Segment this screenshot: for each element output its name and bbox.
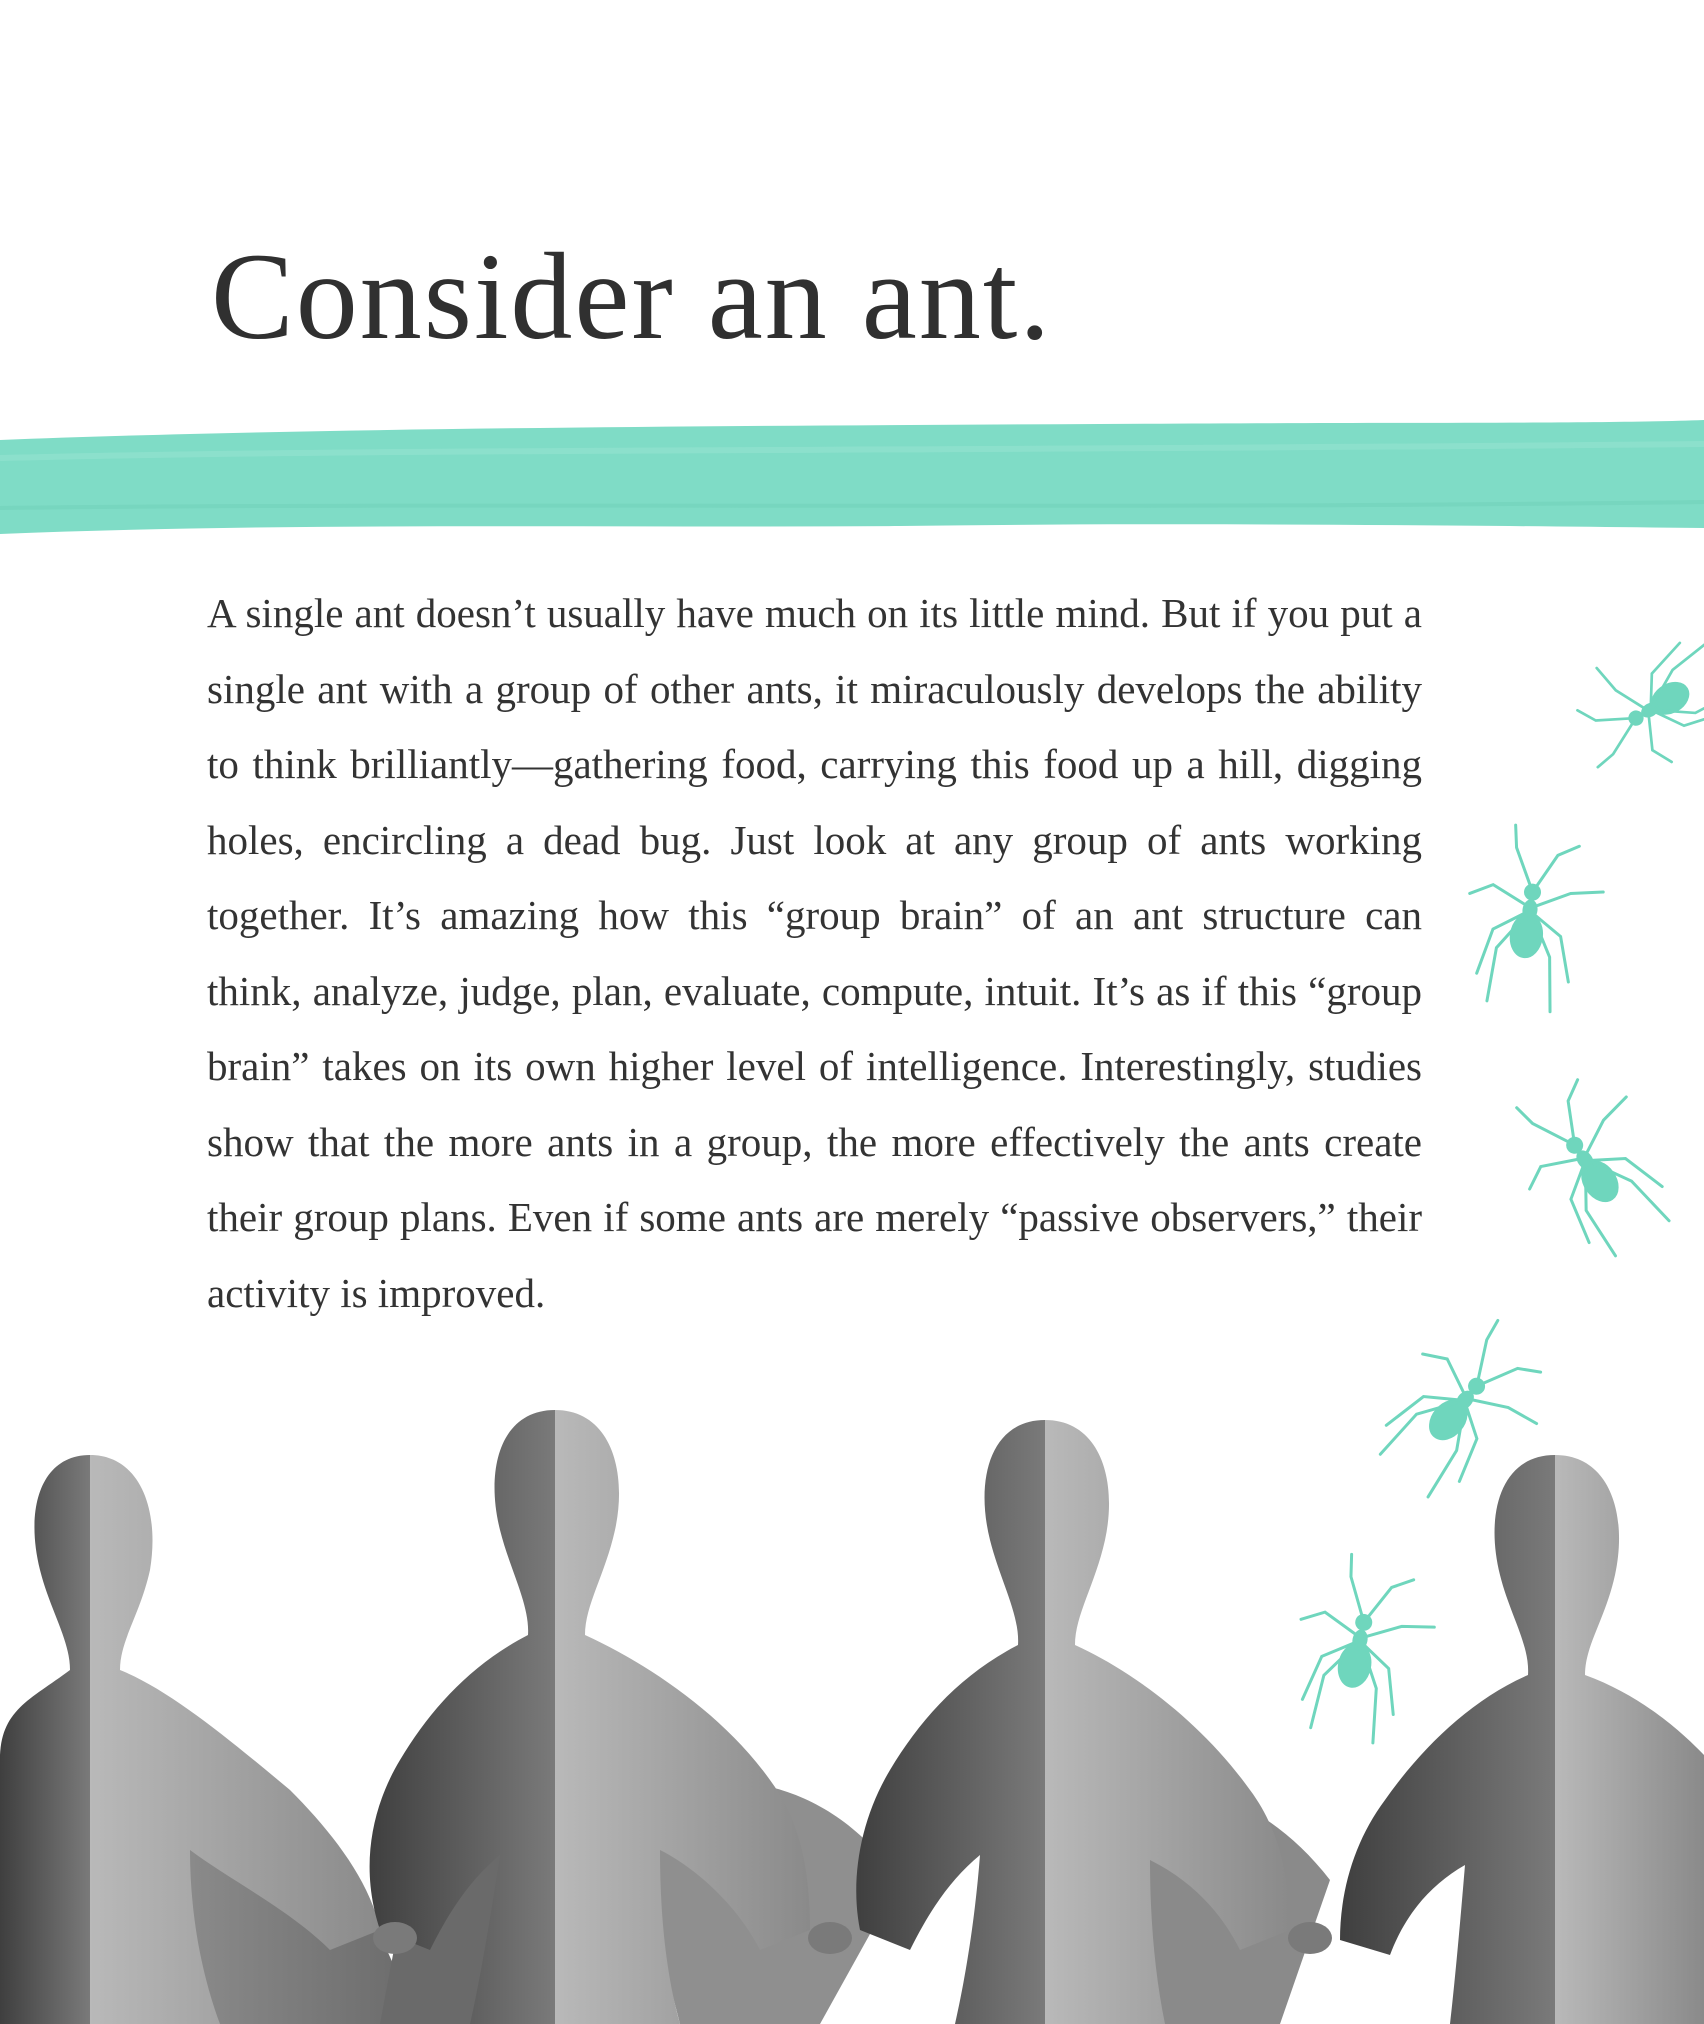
ant-icon: [1455, 820, 1611, 1017]
paper-doll: [1340, 1455, 1704, 2024]
accent-band: [0, 418, 1704, 538]
body-paragraph: A single ant doesn’t usually have much on its little mind. But if you put a single ant with a group of other ants, it miraculously develops the ability to think brilliantly—gathering food, carrying this food up a hill, digging holes, encircling a dead bug. Just look at any group of ants working together. It’s amazing how this “group brain” of an ant structure can think, analyze, judge, plan, evaluate, compute, intuit. It’s as if this “group brain” takes on its own higher level of intelligence. Interestingly, studies show that the more ants in a group, the more effectively the ants create their group plans. Even if some ants are merely “passive observers,” their activity is improved.: [207, 590, 1422, 1316]
ant-icon: [1487, 1053, 1698, 1276]
paper-doll-chain: [0, 1410, 1704, 2024]
paper-doll: [0, 1455, 380, 2024]
ant-icon: [1555, 620, 1704, 795]
page-title: Consider an ant.: [211, 228, 1053, 365]
